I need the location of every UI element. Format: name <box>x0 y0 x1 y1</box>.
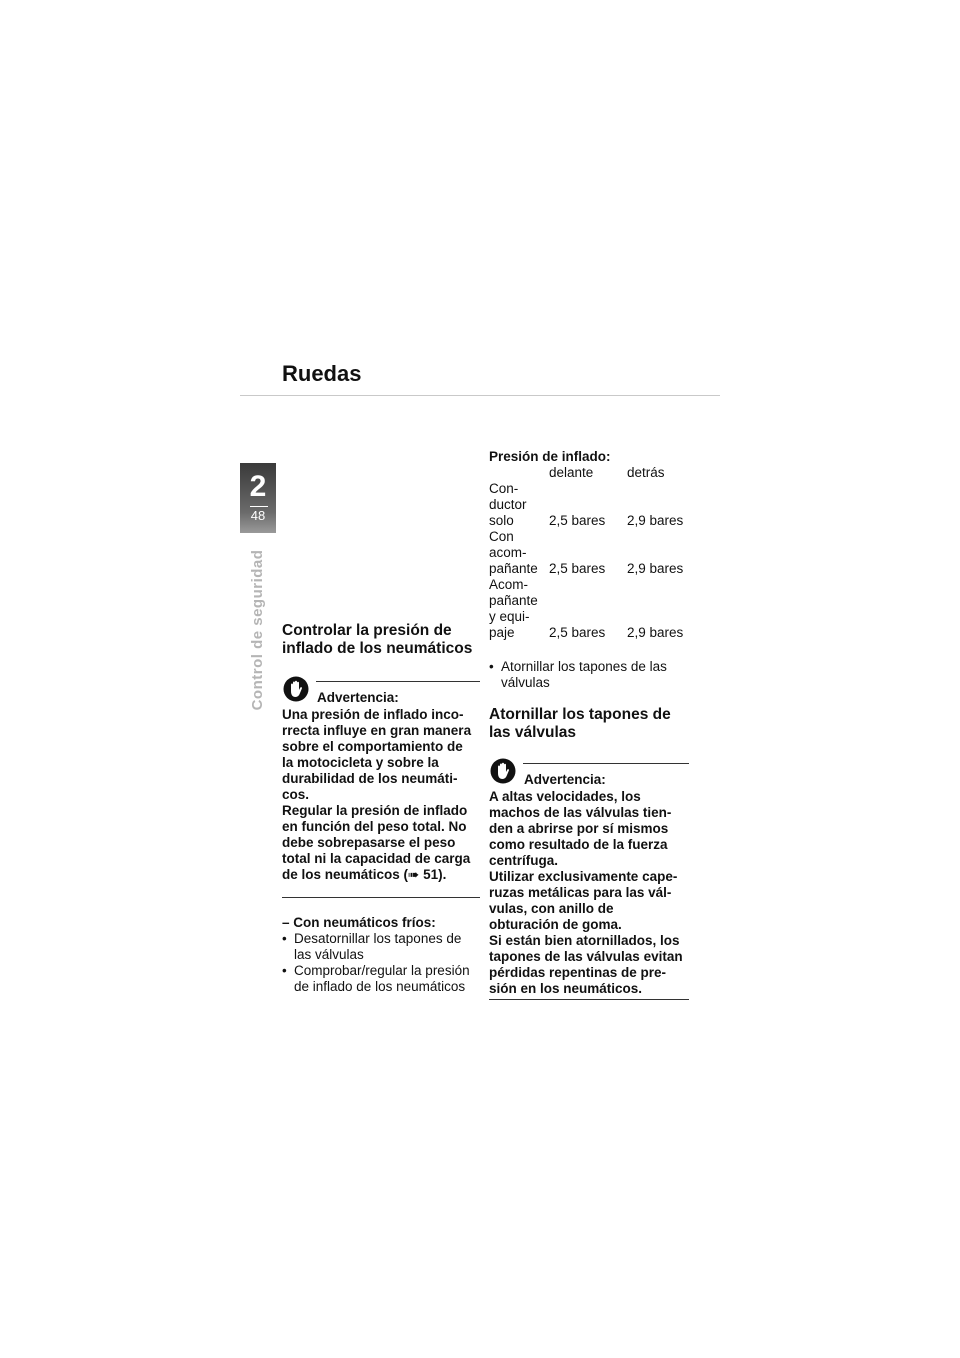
table-row <box>489 481 703 529</box>
page-title: Ruedas <box>282 361 362 386</box>
chapter-tab-divider <box>250 506 268 507</box>
heading-line: Atornillar los tapones de <box>489 706 671 723</box>
table-row <box>489 577 703 641</box>
warning-line: machos de las válvulas tien- <box>489 805 672 820</box>
warning-top-rule <box>523 763 689 764</box>
warning-line: A altas velocidades, los <box>489 789 641 804</box>
list-item-line: Desatornillar los tapones de <box>294 931 462 946</box>
table-row-label <box>489 529 549 577</box>
label-line: paje <box>489 625 515 640</box>
warning-bottom-rule <box>489 999 689 1000</box>
table-row <box>489 529 703 577</box>
warning-line: de los neumáticos (➠ 51). <box>282 867 447 882</box>
warning-body <box>282 707 482 883</box>
list-item-line: las válvulas <box>294 947 364 962</box>
warning-line: total ni la capacidad de carga <box>282 851 471 866</box>
pressure-title: Presión de inflado: <box>489 449 611 464</box>
list-item-line: de inflado de los neumáticos <box>294 979 466 994</box>
warning-line: centrífuga. <box>489 853 559 868</box>
label-line: Con <box>489 529 514 544</box>
page-number: 48 <box>250 508 266 523</box>
warning-line: Una presión de inflado inco- <box>282 707 464 722</box>
list-item-content <box>489 659 689 691</box>
warning-line: pérdidas repentinas de pre- <box>489 965 667 980</box>
warning-label: Advertencia: <box>524 772 606 787</box>
table-header: detrás <box>627 465 665 480</box>
warning-line: vulas, con anillo de <box>489 901 614 916</box>
warning-line: Si están bien atornillados, los <box>489 933 680 948</box>
table-header-row <box>489 465 703 481</box>
label-line: pañante <box>489 593 538 608</box>
list-item <box>282 963 482 995</box>
tire-pressure-heading <box>282 622 482 658</box>
label-line: solo <box>489 513 514 528</box>
warning-line: durabilidad de los neumáti- <box>282 771 458 786</box>
warning-bottom-rule <box>282 897 480 898</box>
warning-line: tapones de las válvulas evitan <box>489 949 683 964</box>
warning-line: cos. <box>282 787 310 802</box>
warning-line: den a abrirse por sí mismos <box>489 821 669 836</box>
warning-line: como resultado de la fuerza <box>489 837 668 852</box>
heading-line: Controlar la presión de <box>282 622 452 639</box>
table-row-label <box>489 577 549 641</box>
warning-line: rrecta influye en gran manera <box>282 723 472 738</box>
table-cell-rear: 2,9 bares <box>627 513 684 528</box>
pressure-table <box>489 465 703 641</box>
warning-line: la motocicleta y sobre la <box>282 755 439 770</box>
chapter-number: 2 <box>249 470 267 503</box>
header-divider <box>240 395 720 396</box>
warning-line: en función del peso total. No <box>282 819 467 834</box>
table-cell-front: 2,5 bares <box>549 561 606 576</box>
bullet-icon: • <box>282 931 287 946</box>
bullet-icon: • <box>282 963 287 978</box>
procedure-steps <box>282 915 482 995</box>
list-item-line: válvulas <box>501 675 550 690</box>
warning-body <box>489 789 689 997</box>
label-line: y equi- <box>489 609 530 624</box>
table-cell-rear: 2,9 bares <box>627 561 684 576</box>
label-line: Acom- <box>489 577 529 592</box>
table-cell-front: 2,5 bares <box>549 513 606 528</box>
warning-line: sión en los neumáticos. <box>489 981 643 996</box>
warning-hand-icon <box>283 676 309 702</box>
table-header: delante <box>549 465 594 480</box>
label-line: acom- <box>489 545 527 560</box>
chapter-title-vertical: Control de seguridad <box>249 549 266 711</box>
label-line: Con- <box>489 481 519 496</box>
table-cell-front: 2,5 bares <box>549 625 606 640</box>
step-title: – Con neumáticos fríos: <box>282 915 436 930</box>
list-item <box>282 931 482 963</box>
table-cell-rear: 2,9 bares <box>627 625 684 640</box>
valve-caps-heading <box>489 706 689 742</box>
list-item-line: Comprobar/regular la presión <box>294 963 470 978</box>
heading-line: inflado de los neumáticos <box>282 640 473 657</box>
warning-hand-icon <box>490 758 516 784</box>
table-row-label <box>489 481 549 529</box>
warning-line: ruzas metálicas para las vál- <box>489 885 672 900</box>
label-line: pañante <box>489 561 538 576</box>
list-item-line: Atornillar los tapones de las <box>501 659 667 674</box>
warning-line: obturación de goma. <box>489 917 622 932</box>
warning-line: Utilizar exclusivamente cape- <box>489 869 678 884</box>
warning-line: sobre el comportamiento de <box>282 739 463 754</box>
warning-line: Regular la presión de inflado <box>282 803 468 818</box>
warning-label: Advertencia: <box>317 690 399 705</box>
warning-top-rule <box>316 681 480 682</box>
table-header <box>489 465 549 481</box>
heading-line: las válvulas <box>489 724 577 741</box>
label-line: ductor <box>489 497 527 512</box>
list-item <box>489 659 689 691</box>
warning-line: debe sobrepasarse el peso <box>282 835 456 850</box>
bullet-icon: • <box>489 659 494 674</box>
